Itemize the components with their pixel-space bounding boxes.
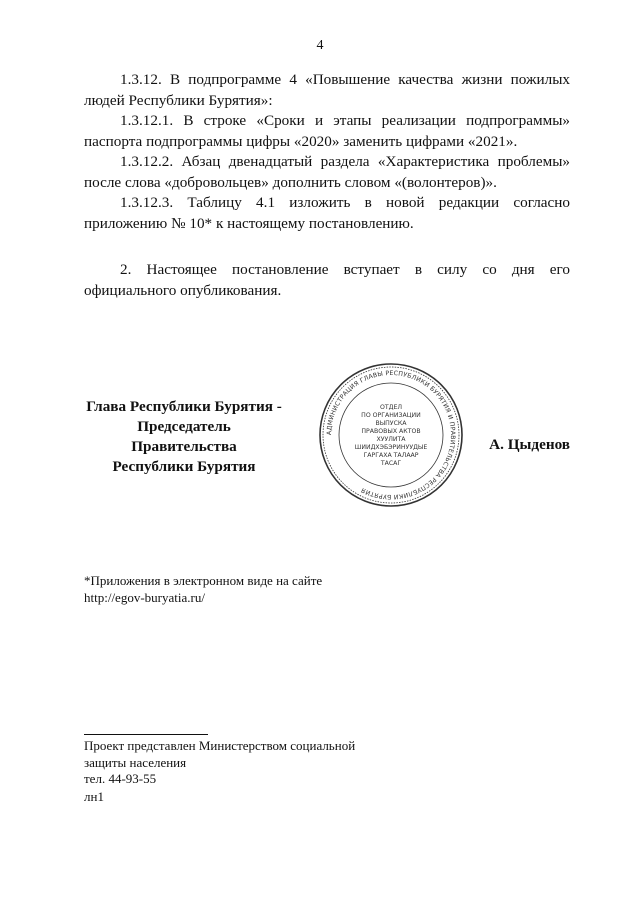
seal-center-line: ТАСАГ (380, 460, 402, 467)
seal-ring-text: АДМИНИСТРАЦИЯ ГЛАВЫ РЕСПУБЛИКИ БУРЯТИЯ И ПРАВИТЕЛЬСТВА РЕСПУБЛИКИ БУРЯТИЯ (325, 369, 457, 501)
seal-center-line: ПРАВОВЫХ АКТОВ (361, 428, 421, 435)
section-1-3-12 (84, 70, 570, 234)
seal-graphic (318, 362, 464, 508)
seal-center-line: ПО ОРГАНИЗАЦИИ (361, 412, 421, 419)
section-2 (84, 260, 570, 301)
seal-center-line: ОТДЕЛ (379, 404, 403, 411)
signatory-title (84, 397, 284, 477)
signatory-title-line1: Глава Республики Бурятия - (86, 398, 282, 415)
seal-center-line: ВЫПУСКА (375, 420, 407, 427)
footnote (84, 572, 322, 606)
footer-info (84, 738, 355, 788)
footer-phone: тел. 44-93-55 (84, 771, 157, 786)
seal-center-line: ГАРГАХА ТАЛААР (363, 452, 419, 459)
paragraph-1-3-12-2: 1.3.12.2. Абзац двенадцатый раздела «Характеристика проблемы» после слова «добровольцев» дополнить словом «(волонтеров)». (84, 153, 570, 191)
page-number: 4 (316, 38, 324, 53)
svg-text:АДМИНИСТРАЦИЯ ГЛАВЫ РЕСПУБЛИКИ (326, 370, 456, 500)
footer-divider (84, 734, 208, 735)
signatory-title-line3: Республики Бурятия (112, 458, 256, 475)
footnote-line1: *Приложения в электронном виде на сайте (84, 573, 323, 588)
footer-line1: Проект представлен Министерством социальной (84, 738, 356, 753)
seal-center-line: ШИИДХЭБЭРИНУУДЫЕ (354, 444, 428, 451)
seal-center-line: ХУУЛИТА (376, 436, 406, 443)
paragraph-2: 2. Настоящее постановление вступает в силу со дня его официального опубликования. (84, 261, 570, 299)
footer-line2: защиты населения (84, 754, 187, 770)
paragraph-1-3-12-3: 1.3.12.3. Таблицу 4.1 изложить в новой редакции согласно приложению № 10* к настоящему постановлению. (84, 194, 570, 232)
paragraph-1-3-12: 1.3.12. В подпрограмме 4 «Повышение качества жизни пожилых людей Республики Бурятия»: (84, 71, 570, 109)
signatory-name: А. Цыденов (489, 436, 570, 453)
paragraph-1-3-12-1: 1.3.12.1. В строке «Сроки и этапы реализации подпрограммы» паспорта подпрограммы цифры «2020» заменить цифрами «2021». (84, 112, 570, 150)
official-seal-stamp (318, 362, 464, 508)
footnote-link[interactable]: http://egov-buryatia.ru/ (84, 590, 205, 605)
document-code: лн1 (84, 789, 104, 804)
signatory-title-line2: Председатель Правительства (131, 418, 237, 455)
